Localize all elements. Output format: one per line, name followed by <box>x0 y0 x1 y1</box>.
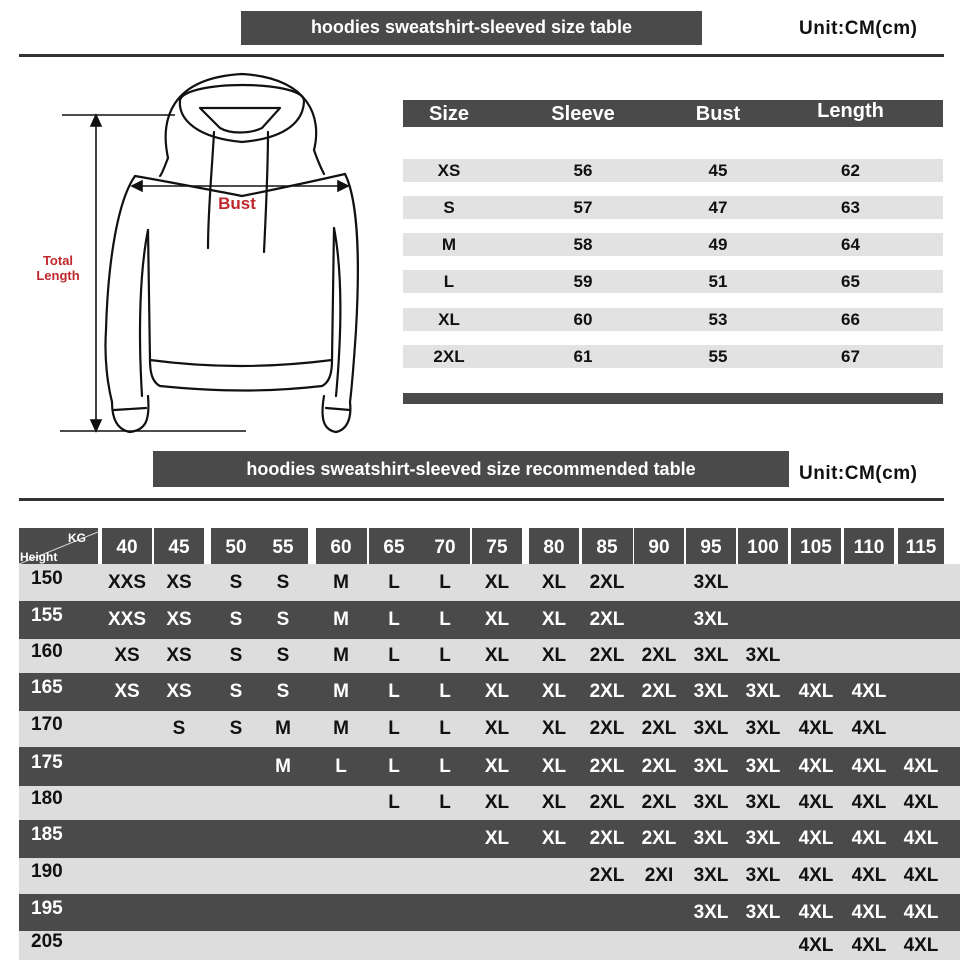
size-table-unit: Unit:CM(cm) <box>799 18 918 39</box>
size-cell: L <box>388 681 400 702</box>
size-cell: S <box>276 645 290 666</box>
size-cell: 3XL <box>745 756 781 777</box>
corner-height: Height <box>20 550 58 564</box>
size-cell: 2XL <box>589 609 625 630</box>
size-table-row <box>403 308 943 331</box>
size-cell: XL <box>541 756 567 777</box>
recommended-row <box>19 820 960 858</box>
size-cell: S <box>229 572 243 593</box>
recommended-row <box>19 894 960 931</box>
height-label: 155 <box>31 605 63 626</box>
size-cell: XL <box>484 718 510 739</box>
size-cell: 2XL <box>641 718 677 739</box>
size-cell: 4XL <box>851 902 887 923</box>
size-cell: 2XL <box>589 792 625 813</box>
size-cell: XL <box>484 609 510 630</box>
weight-header: 80 <box>529 528 579 564</box>
left-cuff <box>112 396 148 432</box>
size-cell: XS <box>114 645 140 666</box>
size-table-row <box>403 159 943 182</box>
size-cell: XS <box>114 681 140 702</box>
size-cell: S <box>229 718 243 739</box>
header-bust: Bust <box>695 103 741 125</box>
size-cell: L <box>388 718 400 739</box>
size-table-cell: 59 <box>573 272 593 291</box>
size-cell: 3XL <box>745 902 781 923</box>
height-label: 165 <box>31 677 63 698</box>
size-cell: S <box>229 645 243 666</box>
weight-header: 70 <box>420 528 470 564</box>
size-cell: 2XL <box>589 865 625 886</box>
size-cell: 4XL <box>903 935 939 956</box>
right-sleeve <box>345 174 358 402</box>
size-table-cell: XS <box>437 161 461 180</box>
size-cell: S <box>276 609 290 630</box>
size-cell: 2XL <box>641 828 677 849</box>
size-cell: XS <box>166 645 192 666</box>
size-cell: XS <box>166 681 192 702</box>
size-cell: XL <box>484 572 510 593</box>
divider-middle <box>19 498 944 501</box>
size-cell: 2XL <box>589 645 625 666</box>
weight-header: 50 <box>211 528 262 564</box>
size-cell: XL <box>484 792 510 813</box>
size-cell: 2XL <box>589 572 625 593</box>
recommended-row <box>19 673 960 711</box>
size-cell: L <box>439 756 451 777</box>
size-cell: XXS <box>107 609 147 630</box>
header-size: Size <box>428 103 470 125</box>
size-cell: 4XL <box>851 792 887 813</box>
size-cell: M <box>275 756 291 777</box>
size-cell: 4XL <box>903 792 939 813</box>
size-cell: 3XL <box>693 572 729 593</box>
size-cell: 4XL <box>903 828 939 849</box>
size-cell: XL <box>541 828 567 849</box>
size-cell: 4XL <box>851 718 887 739</box>
size-table-cell: 64 <box>841 235 860 254</box>
corner-header <box>19 528 98 564</box>
height-label: 185 <box>31 824 63 845</box>
bust-label: Bust <box>218 194 256 213</box>
height-label: 205 <box>31 931 63 952</box>
size-cell: 3XL <box>693 718 729 739</box>
height-label: 195 <box>31 898 63 919</box>
size-cell: L <box>388 756 400 777</box>
size-cell: XXS <box>107 572 147 593</box>
size-table-cell: 56 <box>573 161 593 180</box>
size-cell: 2XI <box>644 865 674 886</box>
right-cuff <box>323 396 351 432</box>
size-table-cell: 65 <box>841 272 860 291</box>
header-length: Length <box>817 100 884 122</box>
weight-header: 40 <box>102 528 152 564</box>
size-cell: 3XL <box>745 828 781 849</box>
size-cell: XL <box>484 681 510 702</box>
size-cell: S <box>229 681 243 702</box>
size-cell: 3XL <box>745 718 781 739</box>
size-cell: XL <box>541 609 567 630</box>
size-cell: S <box>276 681 290 702</box>
size-table-cell: 57 <box>573 198 593 217</box>
size-table-cell: 62 <box>841 161 860 180</box>
height-label: 190 <box>31 861 63 882</box>
size-cell: L <box>439 572 451 593</box>
size-cell: 4XL <box>798 865 834 886</box>
size-cell: 4XL <box>798 902 834 923</box>
weight-header: 60 <box>316 528 367 564</box>
size-cell: L <box>388 645 400 666</box>
height-label: 160 <box>31 641 63 662</box>
size-cell: 2XL <box>589 828 625 849</box>
size-cell: 2XL <box>641 645 677 666</box>
size-cell: L <box>439 792 451 813</box>
size-table-cell: 53 <box>708 310 728 329</box>
weight-header: 110 <box>844 528 894 564</box>
recommended-table <box>19 528 960 960</box>
recommended-row <box>19 601 960 639</box>
recommended-row <box>19 931 960 960</box>
size-cell: L <box>439 681 451 702</box>
size-table-cell: M <box>441 235 457 254</box>
size-cell: 2XL <box>589 681 625 702</box>
size-table-cell: 63 <box>841 198 860 217</box>
size-cell: 2XL <box>589 718 625 739</box>
recommended-table-title: hoodies sweatshirt-sleeved size recommended table <box>153 451 789 487</box>
size-table-row <box>403 270 943 293</box>
recommended-row <box>19 564 960 601</box>
size-cell: XL <box>541 792 567 813</box>
size-table-header <box>403 100 943 127</box>
size-cell: L <box>439 645 451 666</box>
recommended-row <box>19 786 960 820</box>
size-cell: 4XL <box>798 718 834 739</box>
size-table-cell: 51 <box>708 272 728 291</box>
size-cell: 4XL <box>903 865 939 886</box>
weight-header: 55 <box>258 528 308 564</box>
size-cell: S <box>172 718 186 739</box>
weight-header: 85 <box>582 528 633 564</box>
recommended-row <box>19 747 960 786</box>
size-table-title: hoodies sweatshirt-sleeved size table <box>241 11 702 45</box>
size-cell: 3XL <box>693 609 729 630</box>
weight-header: 65 <box>369 528 420 564</box>
total-length-label: Total Length <box>36 253 80 283</box>
weight-header: 115 <box>898 528 944 564</box>
size-table-cell: S <box>443 198 455 217</box>
size-cell: L <box>335 756 347 777</box>
size-cell: 3XL <box>693 645 729 666</box>
size-cell: L <box>388 572 400 593</box>
size-cell: 4XL <box>851 681 887 702</box>
size-cell: 4XL <box>851 935 887 956</box>
size-cell: 3XL <box>693 792 729 813</box>
recommended-row <box>19 711 960 747</box>
size-cell: 4XL <box>903 902 939 923</box>
size-table-footer <box>403 393 943 404</box>
size-cell: M <box>333 645 349 666</box>
weight-header: 90 <box>634 528 684 564</box>
size-cell: XL <box>484 756 510 777</box>
size-cell: 4XL <box>851 828 887 849</box>
size-cell: M <box>333 609 349 630</box>
waistband <box>150 360 332 391</box>
size-cell: XS <box>166 572 192 593</box>
size-cell: M <box>333 681 349 702</box>
divider-top <box>19 54 944 57</box>
size-cell: M <box>333 572 349 593</box>
size-cell: 4XL <box>798 935 834 956</box>
size-cell: 2XL <box>589 756 625 777</box>
size-table-row <box>403 233 943 256</box>
recommended-table-unit: Unit:CM(cm) <box>799 463 918 484</box>
size-table-cell: 49 <box>708 235 728 254</box>
size-cell: 3XL <box>745 792 781 813</box>
size-cell: L <box>439 718 451 739</box>
recommended-row <box>19 639 960 673</box>
size-cell: XL <box>541 572 567 593</box>
size-table-row <box>403 196 943 219</box>
size-table-cell: 61 <box>573 347 593 366</box>
size-cell: M <box>275 718 291 739</box>
size-table-cell: 60 <box>573 310 593 329</box>
size-table-cell: 67 <box>841 347 860 366</box>
left-sleeve <box>105 176 135 402</box>
size-cell: XL <box>541 718 567 739</box>
size-cell: S <box>276 572 290 593</box>
size-cell: 3XL <box>745 681 781 702</box>
size-cell: 3XL <box>693 902 729 923</box>
size-cell: 3XL <box>693 756 729 777</box>
hood-outline <box>166 74 316 158</box>
size-cell: 3XL <box>693 828 729 849</box>
weight-header: 105 <box>791 528 841 564</box>
size-table-cell: L <box>443 272 455 291</box>
weight-header: 75 <box>472 528 522 564</box>
size-cell: XL <box>484 645 510 666</box>
size-cell: 2XL <box>641 756 677 777</box>
size-table-cell: 58 <box>573 235 593 254</box>
size-table-cell: XL <box>438 310 460 329</box>
weight-header: 45 <box>154 528 204 564</box>
size-cell: M <box>333 718 349 739</box>
size-cell: S <box>229 609 243 630</box>
size-table-row <box>403 345 943 368</box>
size-table-cell: 45 <box>708 161 728 180</box>
size-cell: L <box>388 792 400 813</box>
size-cell: 4XL <box>851 865 887 886</box>
size-cell: XL <box>541 681 567 702</box>
size-cell: 2XL <box>641 792 677 813</box>
height-label: 180 <box>31 788 63 809</box>
size-cell: 4XL <box>798 756 834 777</box>
size-cell: 3XL <box>745 645 781 666</box>
size-cell: XS <box>166 609 192 630</box>
size-cell: 4XL <box>903 756 939 777</box>
size-cell: L <box>388 609 400 630</box>
size-table-cell: 66 <box>841 310 860 329</box>
weight-header: 95 <box>686 528 736 564</box>
size-cell: XL <box>484 828 510 849</box>
size-cell: 3XL <box>745 865 781 886</box>
height-label: 150 <box>31 568 63 589</box>
recommended-row <box>19 858 960 894</box>
size-cell: 4XL <box>798 792 834 813</box>
size-cell: 4XL <box>798 681 834 702</box>
weight-header: 100 <box>738 528 788 564</box>
height-label: 170 <box>31 714 63 735</box>
yoke-line <box>135 174 345 196</box>
size-cell: 4XL <box>851 756 887 777</box>
header-sleeve: Sleeve <box>551 103 615 125</box>
size-table-cell: 55 <box>708 347 728 366</box>
size-cell: 3XL <box>693 681 729 702</box>
size-cell: XL <box>541 645 567 666</box>
corner-kg: KG <box>68 531 86 545</box>
size-cell: 2XL <box>641 681 677 702</box>
size-cell: L <box>439 609 451 630</box>
height-label: 175 <box>31 752 63 773</box>
size-table-cell: 2XL <box>433 347 465 366</box>
size-cell: 3XL <box>693 865 729 886</box>
size-table-cell: 47 <box>708 198 728 217</box>
size-cell: 4XL <box>798 828 834 849</box>
